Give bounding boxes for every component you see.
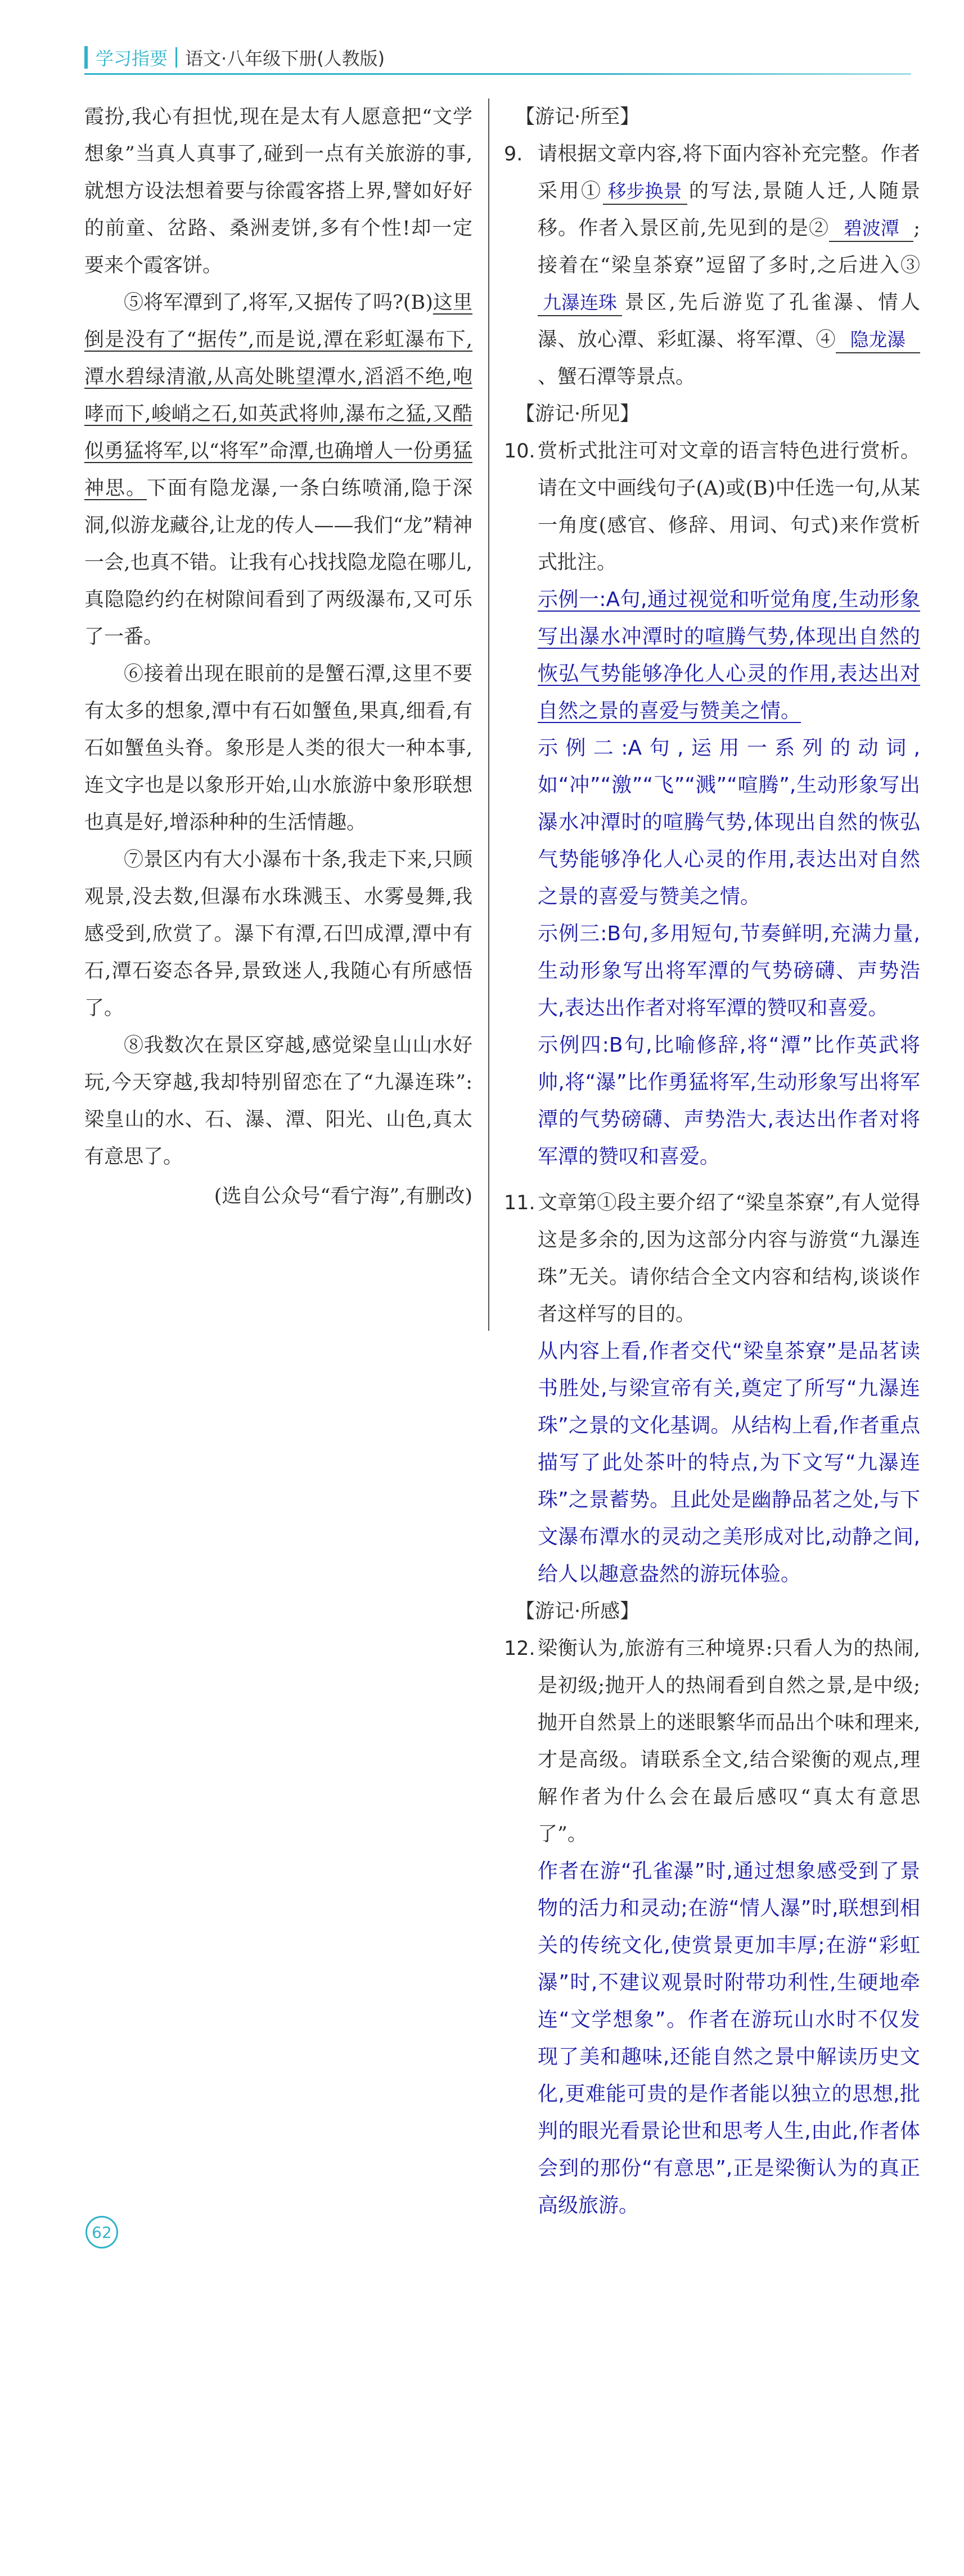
question-11 bbox=[504, 1184, 920, 1333]
answer-10 bbox=[538, 581, 920, 1175]
passage-paragraph-6: ⑥接着出现在眼前的是蟹石潭,这里不要有太多的想象,潭中有石如蟹鱼,果真,细看,有石如蟹鱼头脊。象形是人类的很大一种本事,连文字也是以象形开始,山水旅游中象形联想也真是好,增添种种的生活情趣。 bbox=[84, 663, 472, 834]
questions-column bbox=[504, 98, 920, 2224]
answer-example-2: 示例二:A句,运用一系列的动词,如“冲”“激”“飞”“溅”“喧腾”,生动形象写出瀑水冲潭时的喧腾气势,体现出自然的恢弘气势能够净化人心灵的作用,表达出对自然之景的喜爱与赞美之情。 bbox=[538, 737, 920, 908]
paragraph-5-lead: ⑤将军潭到了,将军,又据传了吗?(B) bbox=[124, 291, 433, 314]
answer-text: 从内容上看,作者交代“梁皇茶寮”是品茗读书胜处,与梁宣帝有关,奠定了所写“九瀑连珠”之景的文化基调。从结构上看,作者重点描写了此处茶叶的特点,为下文写“九瀑连珠”之景蓄势。且此处是幽静品茗之处,与下文瀑布潭水的灵动之美形成对比,动静之间,给人以趣意盎然的游玩体验。 bbox=[538, 1340, 920, 1586]
question-number: 12. bbox=[504, 1637, 535, 1660]
answer-blank-4: 隐龙瀑 bbox=[836, 327, 920, 353]
page-number: 62 bbox=[85, 2216, 118, 2249]
question-9-text bbox=[538, 136, 920, 396]
question-10 bbox=[504, 433, 920, 581]
passage-paragraph-8: ⑧我数次在景区穿越,感觉梁皇山山水好玩,今天穿越,我却特别留恋在了“九瀑连珠”:梁皇山的水、石、瀑、潭、阳光、山色,真太有意思了。 bbox=[84, 1034, 472, 1168]
question-12-text: 梁衡认为,旅游有三种境界:只看人为的热闹,是初级;抛开人的热闹看到自然之景,是中级;抛开自然景上的迷眼繁华而品出个味和理来,才是高级。请联系全文,结合梁衡的观点,理解作者为什么会在最后感叹“真太有意思了”。 bbox=[538, 1637, 920, 1846]
page-header bbox=[84, 45, 911, 70]
answer-text: 作者在游“孔雀瀑”时,通过想象感受到了景物的活力和灵动;在游“情人瀑”时,联想到相关的传统文化,使赏景更加丰厚;在游“彩虹瀑”时,不建议观景时附带功利性,生硬地牵连“文学想象”。作者在游玩山水时不仅发现了美和趣味,还能自然之景中解读历史文化,更难能可贵的是作者能以独立的思想,批判的眼光看景论世和思考人生,由此,作者体会到的那份“有意思”,正是梁衡认为的真正高级旅游。 bbox=[538, 1860, 920, 2217]
reading-passage bbox=[84, 98, 472, 2486]
question-text: ;接着在“梁皇茶寮”逗留了多时,之后进入③ bbox=[538, 217, 920, 277]
question-number: 9. bbox=[504, 143, 523, 165]
passage-paragraph-5 bbox=[84, 284, 472, 656]
question-12 bbox=[504, 1630, 920, 1853]
question-text: 的写法,景随人迁,人随景移。作者入景区前,先见到的是② bbox=[538, 180, 920, 240]
section-heading-suogan: 【游记·所感】 bbox=[515, 1600, 640, 1623]
underlined-sentence-b: 这里倒是没有了“据传”,而是说,潭在彩虹瀑布下,潭水碧绿清澈,从高处眺望潭水,滔滔不绝,咆哮而下,峻峭之石,如英武将帅,瀑布之猛,又酷似勇猛将军,以“将军”命潭,也确增人一份勇猛神思。 bbox=[84, 291, 472, 500]
section-heading-suojian: 【游记·所见】 bbox=[515, 403, 640, 425]
header-accent-bar bbox=[84, 46, 88, 69]
header-rule bbox=[84, 73, 911, 75]
answer-blank-1: 移步换景 bbox=[603, 179, 687, 205]
question-10-text: 赏析式批注可对文章的语言特色进行赏析。请在文中画线句子(A)或(B)中任选一句,从某一角度(感官、修辞、用词、句式)来作赏析式批注。 bbox=[538, 440, 920, 574]
question-text: 、蟹石潭等景点。 bbox=[538, 366, 696, 388]
header-title: 语文·八年级下册(人教版) bbox=[185, 48, 385, 69]
answer-11 bbox=[538, 1333, 920, 1593]
passage-paragraph-7: ⑦景区内有大小瀑布十条,我走下来,只顾观景,没去数,但瀑布水珠溅玉、水雾曼舞,我感受到,欣赏了。瀑下有潭,石凹成潭,潭中有石,潭石姿态各异,景致迷人,我随心有所感悟了。 bbox=[84, 849, 472, 1020]
passage-paragraph: 霞扮,我心有担忧,现在是太有人愿意把“文学想象”当真人真事了,碰到一点有关旅游的事,就想方设法想着要与徐霞客搭上界,譬如好好的前童、岔路、桑洲麦饼,多有个性!却一定要来个霞客饼。 bbox=[84, 106, 472, 277]
answer-example-1: 示例一:A句,通过视觉和听觉角度,生动形象写出瀑水冲潭时的喧腾气势,体现出自然的恢弘气势能够净化人心灵的作用,表达出对自然之景的喜爱与赞美之情。 bbox=[538, 588, 920, 722]
answer-12 bbox=[538, 1853, 920, 2224]
question-11-text: 文章第①段主要介绍了“梁皇茶寮”,有人觉得这是多余的,因为这部分内容与游赏“九瀑连珠”无关。请你结合全文内容和结构,谈谈作者这样写的目的。 bbox=[538, 1192, 920, 1326]
header-separator bbox=[175, 47, 177, 68]
question-9 bbox=[504, 136, 920, 396]
header-brand: 学习指要 bbox=[96, 48, 168, 69]
question-text: 景区,先后游览了孔雀瀑、情人瀑、放心潭、彩虹瀑、将军潭、④ bbox=[538, 291, 920, 351]
question-number: 11. bbox=[504, 1192, 535, 1214]
column-divider bbox=[488, 98, 489, 1331]
answer-example-3: 示例三:B句,多用短句,节奏鲜明,充满力量,生动形象写出将军潭的气势磅礴、声势浩大,表达出作者对将军潭的赞叹和喜爱。 bbox=[538, 922, 920, 1020]
answer-blank-3: 九瀑连珠 bbox=[538, 290, 622, 316]
question-number: 10. bbox=[504, 440, 535, 463]
answer-example-4: 示例四:B句,比喻修辞,将“潭”比作英武将帅,将“瀑”比作勇猛将军,生动形象写出将军潭的气势磅礴、声势浩大,表达出作者对将军潭的赞叹和喜爱。 bbox=[538, 1034, 920, 1168]
paragraph-5-tail: 下面有隐龙瀑,一条白练喷涌,隐于深洞,似游龙藏谷,让龙的传人——我们“龙”精神一会,也真不错。让我有心找找隐龙隐在哪儿,真隐隐约约在树隙间看到了两级瀑布,又可乐了一番。 bbox=[84, 477, 472, 648]
section-heading-suozhi: 【游记·所至】 bbox=[515, 106, 640, 128]
answer-blank-2: 碧波潭 bbox=[829, 216, 913, 242]
passage-source: (选自公众号“看宁海”,有删改) bbox=[214, 1185, 472, 1208]
question-text: 请根据文章内容,将下面内容补充完整。作者采用① bbox=[538, 143, 920, 203]
